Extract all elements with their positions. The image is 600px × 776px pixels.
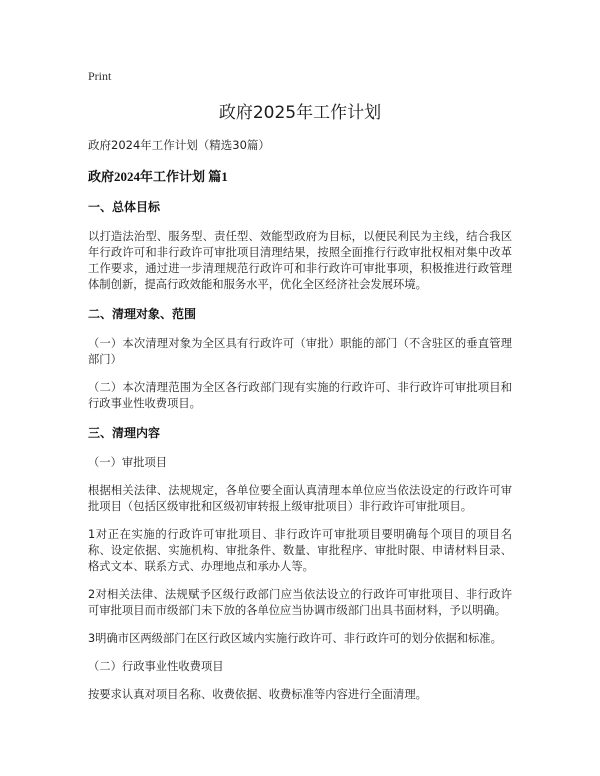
paragraph-scope-range: （二）本次清理范围为全区各行政部门现有实施的行政许可、非行政许可审批项目和行政事业性收费项目。	[88, 381, 512, 410]
section-heading-content: 三、清理内容	[88, 426, 161, 440]
paragraph-approval-item-1: 1对正在实施的行政许可审批项目、非行政许可审批项目要明确每个项目的项目名称、设定依据、实施机构、审批条件、数量、审批程序、审批时限、申请材料目录、格式文本、联系方式、办理地点和承办人等。	[88, 528, 512, 573]
paragraph-approval-basis: 根据相关法律、法规规定，各单位要全面认真清理本单位应当依法设定的行政许可审批项目（包括区级审批和区级初审转报上级审批项目）非行政许可审批项目。	[88, 484, 512, 513]
document-title: 政府2025年工作计划	[218, 103, 382, 123]
print-link[interactable]: Print	[88, 69, 112, 83]
document-subtitle: 政府2024年工作计划（精选30篇）	[88, 138, 270, 152]
paragraph-goals: 以打造法治型、服务型、责任型、效能型政府为目标，以便民利民为主线，结合我区年行政许可和非行政许可审批项目清理结果，按照全面推行行政审批权相对集中改革工作要求，通过进一步清理规范行政许可和非行政许可审批事项，积极推进行政管理体制创新，提高行政效能和服务水平，优化全区经济社会发展环境。	[88, 230, 512, 291]
subheading-approval-items: （一）审批项目	[88, 456, 168, 469]
section-heading-goals: 一、总体目标	[88, 200, 161, 214]
subheading-fee-items: （二）行政事业性收费项目	[88, 660, 224, 673]
article-title: 政府2024年工作计划 篇1	[88, 169, 228, 184]
paragraph-approval-item-2: 2对相关法律、法规赋予区级行政部门应当依法设立的行政许可审批项目、非行政许可审批项目而市级部门未下放的各单位应当协调市级部门出具书面材料，予以明确。	[88, 588, 512, 617]
paragraph-approval-item-3: 3明确市区两级部门在区行政区域内实施行政许可、非行政许可的划分依据和标准。	[88, 632, 502, 645]
paragraph-fee-items: 按要求认真对项目名称、收费依据、收费标准等内容进行全面清理。	[88, 688, 427, 701]
paragraph-scope-objects: （一）本次清理对象为全区具有行政许可（审批）职能的部门（不含驻区的垂直管理部门）	[88, 337, 512, 366]
section-heading-scope: 二、清理对象、范围	[88, 307, 197, 321]
